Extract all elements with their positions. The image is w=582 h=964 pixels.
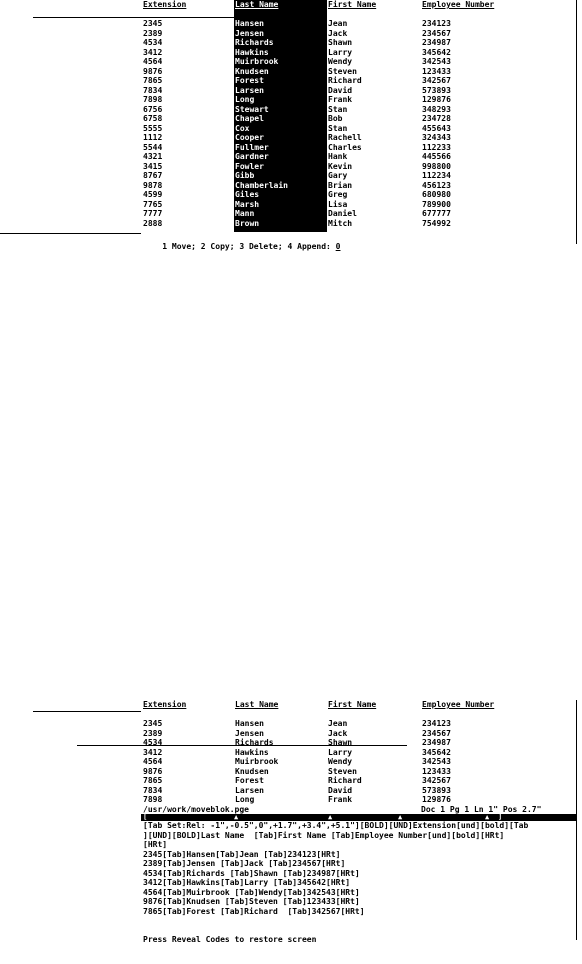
table-row: [141, 162, 577, 172]
cell-extension: 6756: [143, 104, 163, 114]
cell-last-name: Long: [235, 795, 255, 804]
cell-last-name: Muirbrook: [235, 57, 279, 66]
cell-employee-number: 123433: [422, 766, 451, 776]
cell-employee-number: 123433: [422, 66, 451, 76]
cell-employee-number: 324343: [422, 133, 451, 142]
callout-line-bottom: [0, 233, 141, 234]
cell-first-name: Jean: [328, 719, 348, 728]
table-row: [141, 86, 577, 96]
cell-last-name: Jensen: [235, 28, 264, 38]
table-row: [141, 152, 577, 162]
cell-first-name: Frank: [328, 95, 353, 104]
cell-last-name: Richards: [235, 738, 274, 747]
cell-last-name: Gibb: [235, 171, 255, 180]
cell-first-name: Rachell: [328, 133, 362, 142]
cell-extension: 4321: [143, 152, 163, 161]
cell-first-name: Richard: [328, 776, 362, 785]
table-row: [141, 200, 577, 210]
table-row: [141, 67, 577, 77]
cell-last-name: Larsen: [235, 85, 264, 95]
table-row: [141, 719, 577, 729]
ruler-tab-marker: ▲: [485, 813, 490, 821]
cell-first-name: Stan: [328, 123, 348, 133]
cell-extension: 8767: [143, 171, 163, 180]
footer-text: Press Reveal Codes to restore screen: [143, 935, 317, 944]
cell-first-name: Jean: [328, 19, 348, 28]
code-line: 2345[Tab]Hansen[Tab]Jean [Tab]234123[HRt]: [143, 849, 341, 859]
cell-last-name: Hansen: [235, 19, 264, 28]
cell-last-name: Gardner: [235, 152, 269, 161]
cell-employee-number: 234987: [422, 738, 451, 747]
cell-employee-number: 234728: [422, 114, 451, 123]
cell-last-name: Muirbrook: [235, 757, 279, 766]
table-row: [141, 748, 577, 758]
cell-last-name: Chamberlain: [235, 180, 288, 190]
cell-employee-number: 680980: [422, 190, 451, 199]
cell-extension: 7834: [143, 85, 163, 95]
cell-extension: 2345: [143, 719, 163, 728]
cell-last-name: Cooper: [235, 133, 264, 142]
cell-employee-number: 573893: [422, 85, 451, 95]
cell-last-name: Giles: [235, 190, 260, 199]
cell-first-name: Steven: [328, 66, 357, 76]
cell-extension: 4599: [143, 190, 163, 199]
cell-extension: 7834: [143, 785, 163, 795]
cell-last-name: Brown: [235, 218, 260, 228]
prompt-text: 1 Move; 2 Copy; 3 Delete; 4 Append:: [162, 241, 336, 251]
table-row: [141, 738, 577, 748]
cell-last-name: Larsen: [235, 785, 264, 795]
cell-extension: 4534: [143, 38, 163, 47]
cell-first-name: Gary: [328, 171, 348, 180]
cell-employee-number: 234987: [422, 38, 451, 47]
screen-reveal-codes: [141, 700, 577, 944]
cell-first-name: Larry: [328, 47, 353, 57]
table-row: [141, 171, 577, 181]
cell-extension: 9876: [143, 66, 163, 76]
file-path: /usr/work/moveblok.pge: [143, 804, 249, 814]
cell-employee-number: 342567: [422, 776, 451, 785]
cell-extension: 3412: [143, 747, 163, 757]
table-row: [141, 786, 577, 796]
cell-first-name: David: [328, 85, 353, 95]
cell-extension: 7865: [143, 76, 163, 85]
cell-employee-number: 754992: [422, 218, 451, 228]
cell-first-name: Kevin: [328, 161, 353, 171]
cell-extension: 9878: [143, 180, 163, 190]
ruler-tab-marker: ▲: [328, 813, 333, 821]
table-row: [141, 76, 577, 86]
cell-last-name: Forest: [235, 76, 264, 85]
cell-last-name: Marsh: [235, 199, 260, 209]
screen-edge: [576, 0, 577, 244]
code-line: 2389[Tab]Jensen [Tab]Jack [Tab]234567[HRt]: [143, 859, 346, 868]
cell-first-name: Jack: [328, 728, 348, 738]
cell-extension: 4534: [143, 738, 163, 747]
cell-employee-number: 112233: [422, 142, 451, 152]
cell-first-name: Wendy: [328, 757, 353, 766]
cell-first-name: Frank: [328, 795, 353, 804]
cell-first-name: Wendy: [328, 57, 353, 66]
cell-extension: 7865: [143, 776, 163, 785]
blank-row: [141, 10, 577, 20]
cell-first-name: Richard: [328, 76, 362, 85]
header-first-name: First Name: [328, 0, 377, 9]
cell-extension: 2345: [143, 19, 163, 28]
cell-last-name: Hawkins: [235, 747, 269, 757]
cell-employee-number: 456123: [422, 180, 451, 190]
table-row: [141, 95, 577, 105]
code-line: 9876[Tab]Knudsen [Tab]Steven [Tab]123433[HRt]: [143, 897, 360, 906]
code-line: 4564[Tab]Muirbrook [Tab]Wendy[Tab]342543[HRt]: [143, 887, 360, 897]
table-row: [141, 219, 577, 229]
cell-employee-number: 342567: [422, 76, 451, 85]
code-line: 4534[Tab]Richards [Tab]Shawn [Tab]234987[HRt]: [143, 868, 360, 878]
header-last-name: Last Name: [235, 700, 279, 709]
table-row: [141, 105, 577, 115]
cell-extension: 3412: [143, 47, 163, 57]
table-row: [141, 29, 577, 39]
cell-extension: 7777: [143, 209, 163, 218]
ruler-tab-marker: ▲: [234, 813, 239, 821]
reveal-codes-panel: [141, 821, 577, 916]
code-line: 3412[Tab]Hawkins[Tab]Larry [Tab]345642[HRt]: [143, 878, 351, 887]
code-line: ][UND][BOLD]Last Name [Tab]First Name [Tab]Employee Number[und][bold][HRt]: [143, 830, 505, 840]
callout-line-screen2-top: [33, 711, 141, 712]
cell-first-name: Jack: [328, 28, 348, 38]
cell-employee-number: 342543: [422, 57, 451, 66]
blank-row: [141, 710, 577, 720]
table-row: [141, 114, 577, 124]
cell-employee-number: 348293: [422, 104, 451, 114]
table-row: [141, 19, 577, 29]
cell-extension: 4564: [143, 57, 163, 66]
cell-first-name: Brian: [328, 180, 353, 190]
table-header: [141, 0, 577, 10]
cell-employee-number: 345642: [422, 47, 451, 57]
table-row: [141, 729, 577, 739]
ruler-right-margin-marker: ]: [498, 813, 503, 821]
table-row: [141, 133, 577, 143]
cell-extension: 6758: [143, 114, 163, 123]
cell-extension: 9876: [143, 766, 163, 776]
cell-employee-number: 129876: [422, 95, 451, 104]
ruler-left-margin-marker: [: [143, 813, 148, 821]
cell-employee-number: 445566: [422, 152, 451, 161]
header-first-name: First Name: [328, 700, 377, 709]
status-line: [141, 805, 577, 815]
cell-first-name: David: [328, 785, 353, 795]
table-row: [141, 767, 577, 777]
code-line: [HRt]: [143, 840, 168, 849]
cell-employee-number: 234567: [422, 728, 451, 738]
code-line: 7865[Tab]Forest [Tab]Richard [Tab]342567[HRt]: [143, 906, 365, 916]
cell-first-name: Stan: [328, 104, 348, 114]
prompt-value[interactable]: 0: [335, 241, 341, 251]
cell-first-name: Daniel: [328, 209, 357, 218]
table-row: [141, 48, 577, 58]
cell-extension: 7898: [143, 95, 163, 104]
ruler-tab-marker: ▲: [398, 813, 403, 821]
cell-employee-number: 789900: [422, 199, 451, 209]
cell-last-name: Long: [235, 95, 255, 104]
header-extension: Extension: [143, 700, 187, 709]
table-row: [141, 795, 577, 805]
table-row: [141, 181, 577, 191]
code-line: [Tab Set:Rel: -1",-0.5",0",+1.7",+3.4",+5.1"][BOLD][UND]Extension[und][bold][Tab: [143, 821, 529, 830]
cell-extension: 2389: [143, 728, 163, 738]
cell-extension: 7765: [143, 199, 163, 209]
table-row: [141, 124, 577, 134]
table-row: [141, 776, 577, 786]
cell-extension: 2389: [143, 28, 163, 38]
cell-first-name: Shawn: [328, 738, 353, 747]
cell-employee-number: 234123: [422, 719, 451, 728]
cell-first-name: Larry: [328, 747, 353, 757]
cell-employee-number: 455643: [422, 123, 451, 133]
cell-first-name: Greg: [328, 190, 348, 199]
cell-employee-number: 234123: [422, 19, 451, 28]
cell-first-name: Bob: [328, 114, 343, 123]
header-extension: Extension: [143, 0, 187, 9]
header-employee-number: Employee Number: [422, 0, 495, 9]
cell-first-name: Charles: [328, 142, 362, 152]
blank-row: [141, 916, 577, 926]
table-row: [141, 38, 577, 48]
cell-last-name: Hawkins: [235, 47, 269, 57]
cell-last-name: Stewart: [235, 104, 269, 114]
cell-employee-number: 112234: [422, 171, 451, 180]
cell-last-name: Mann: [235, 209, 255, 218]
table-row: [141, 143, 577, 153]
blank-row: [141, 926, 577, 936]
cell-extension: 3415: [143, 161, 163, 171]
cell-first-name: Lisa: [328, 199, 348, 209]
cell-last-name: Richards: [235, 38, 274, 47]
cell-extension: 5555: [143, 123, 163, 133]
cell-last-name: Hansen: [235, 719, 264, 728]
cell-last-name: Jensen: [235, 728, 264, 738]
tab-ruler[interactable]: [141, 814, 577, 821]
cell-first-name: Mitch: [328, 218, 353, 228]
cell-first-name: Hank: [328, 152, 348, 161]
header-employee-number: Employee Number: [422, 700, 495, 709]
cell-employee-number: 345642: [422, 747, 451, 757]
table-row: [141, 57, 577, 67]
cell-extension: 7898: [143, 795, 163, 804]
cell-first-name: Steven: [328, 766, 357, 776]
cell-last-name: Forest: [235, 776, 264, 785]
screen-edge: [576, 700, 577, 940]
cell-last-name: Cox: [235, 123, 250, 133]
cell-employee-number: 677777: [422, 209, 451, 218]
cell-extension: 4564: [143, 757, 163, 766]
table-row: [141, 757, 577, 767]
cell-employee-number: 998800: [422, 161, 451, 171]
cell-extension: 5544: [143, 142, 163, 152]
cell-employee-number: 342543: [422, 757, 451, 766]
block-action-prompt[interactable]: [143, 232, 340, 261]
cell-first-name: Shawn: [328, 38, 353, 47]
cell-last-name: Chapel: [235, 114, 264, 123]
screen-block-selection: [141, 0, 577, 251]
cell-last-name: Knudsen: [235, 66, 269, 76]
table-row: [141, 209, 577, 219]
cursor-position: Doc 1 Pg 1 Ln 1" Pos 2.7": [421, 804, 542, 814]
cell-extension: 2888: [143, 218, 163, 228]
header-last-name: Last Name: [235, 0, 279, 9]
cell-employee-number: 573893: [422, 785, 451, 795]
table-row: [141, 190, 577, 200]
cell-employee-number: 129876: [422, 795, 451, 804]
cell-employee-number: 234567: [422, 28, 451, 38]
cell-last-name: Fowler: [235, 161, 264, 171]
cell-last-name: Fullmer: [235, 142, 269, 152]
cell-extension: 1112: [143, 133, 163, 142]
table-header: [141, 700, 577, 710]
cell-last-name: Knudsen: [235, 766, 269, 776]
